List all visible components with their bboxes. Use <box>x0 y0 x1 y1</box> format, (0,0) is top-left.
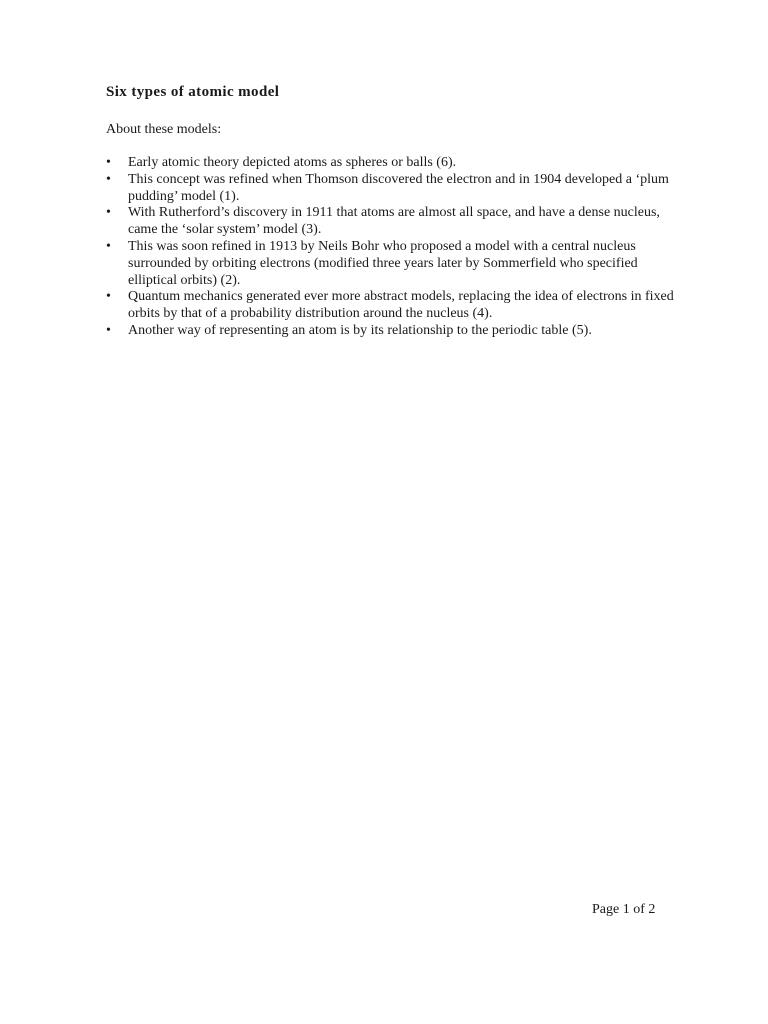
list-item <box>106 289 676 323</box>
intro-text: About these models: <box>106 122 222 137</box>
document-title: Six types of atomic model <box>106 84 280 100</box>
bullet-icon: • <box>106 205 111 221</box>
list-item <box>106 323 676 340</box>
bullet-list <box>106 155 676 340</box>
bullet-icon: • <box>106 238 111 254</box>
bullet-icon: • <box>106 289 111 305</box>
list-item-text: Another way of representing an atom is by its relationship to the periodic table (5). <box>128 322 592 338</box>
list-item-text: This concept was refined when Thomson discovered the electron and in 1904 developed a ‘plum pudding’ model (1). <box>128 171 669 204</box>
list-item-text: This was soon refined in 1913 by Neils Bohr who proposed a model with a central nucleus surrounded by orbiting electrons (modified three years later by Sommerfield who specified elliptical orbits) (2). <box>128 238 638 288</box>
list-item-text: Quantum mechanics generated ever more abstract models, replacing the idea of electrons in fixed orbits by that of a probability distribution around the nucleus (4). <box>128 289 674 322</box>
list-item <box>106 239 676 289</box>
page-number: Page 1 of 2 <box>592 902 656 917</box>
bullet-icon: • <box>106 155 111 170</box>
list-item <box>106 205 676 239</box>
list-item <box>106 172 676 206</box>
bullet-icon: • <box>106 322 111 338</box>
bullet-icon: • <box>106 171 111 187</box>
list-item <box>106 155 676 172</box>
list-item-text: With Rutherford’s discovery in 1911 that atoms are almost all space, and have a dense nucleus, came the ‘solar system’ model (3). <box>128 205 660 238</box>
list-item-text: Early atomic theory depicted atoms as spheres or balls (6). <box>128 155 457 170</box>
